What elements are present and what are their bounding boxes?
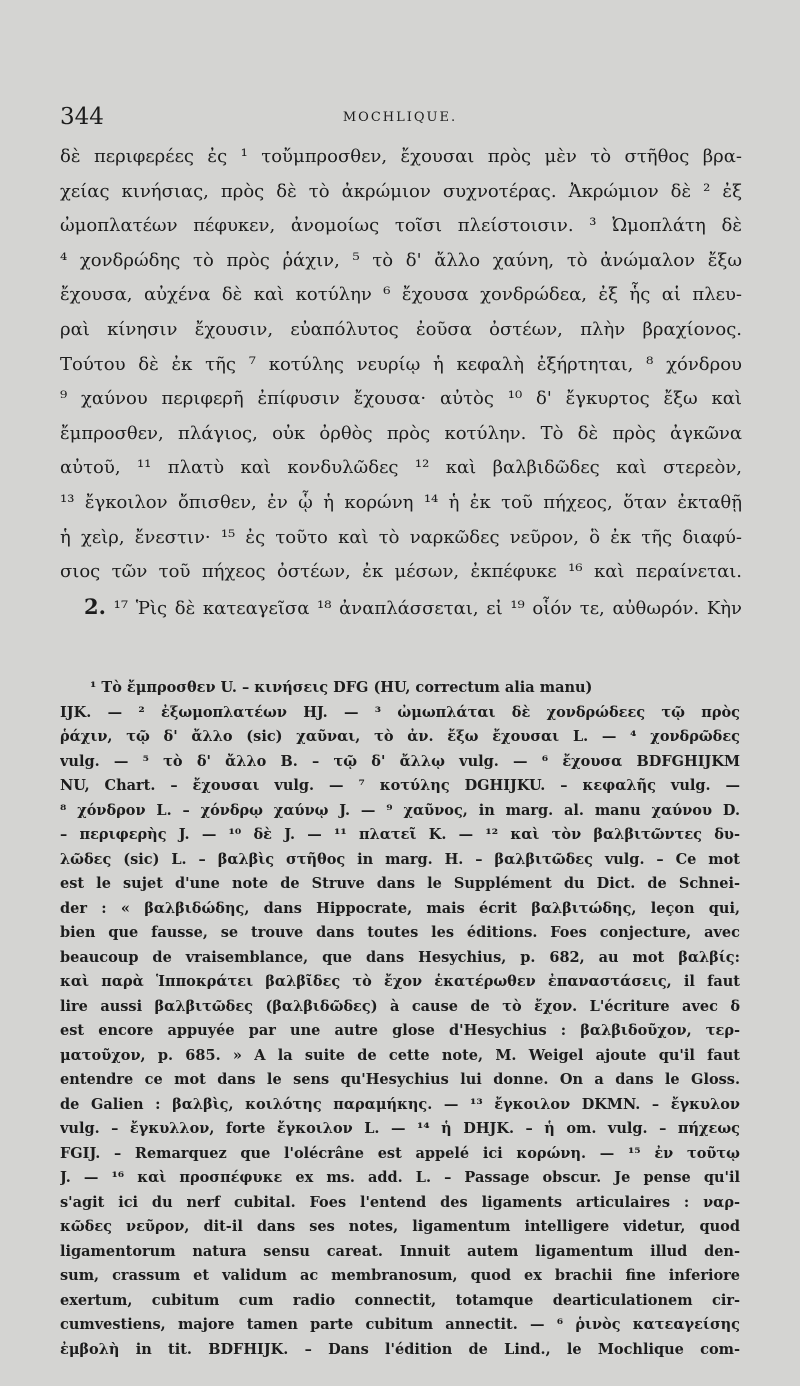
page-header <box>60 104 740 134</box>
text-line-section-start <box>60 590 742 625</box>
footnote-line: ligamentorum natura sensu careat. Innuit autem ligamentum illud den- <box>60 1242 740 1260</box>
text-line: ἔχουσα, αὐχένα δὲ καὶ κοτύλην ⁶ ἔχουσα χονδρώδεα, ἐξ ἧς αἱ πλευ- <box>60 284 742 306</box>
text-line: ⁴ χονδρώδης τὸ πρὸς ῥάχιν, ⁵ τὸ δ' ἄλλο χαύνη, τὸ ἀνώμαλον ἔξω <box>60 249 742 271</box>
footnote-line: lire aussi βαλβιτῶδες (βαλβιδῶδες) à cause de τὸ ἔχον. L'écriture avec δ <box>60 997 740 1015</box>
page-number: 344 <box>60 104 104 130</box>
text-line: ὠμοπλατέων πέφυκεν, ἀνομοίως τοῖσι πλείστοισιν. ³ Ὠμοπλάτη δὲ <box>60 215 742 237</box>
footnote-line: beaucoup de vraisemblance, que dans Hesychius, p. 682, au mot βαλβίς: <box>60 948 740 966</box>
text-line: ἔμπροσθεν, πλάγιος, οὐκ ὀρθὸς πρὸς κοτύλην. Τὸ δὲ πρὸς ἀγκῶνα <box>60 422 742 444</box>
text-line: ἡ χεὶρ, ἔνεστιν· ¹⁵ ἐς τοῦτο καὶ τὸ ναρκῶδες νεῦρον, ὃ ἐκ τῆς διαφύ- <box>60 526 742 548</box>
footnote-line: est encore appuyée par une autre glose d'Hesychius : βαλβιδοῦχον, τερ- <box>60 1022 740 1039</box>
footnote-line: ματοῦχον, p. 685. » A la suite de cette note, M. Weigel ajoute qu'il faut <box>60 1046 740 1064</box>
footnote-line: sum, crassum et validum ac membranosum, quod ex brachii fine inferiore <box>60 1267 740 1284</box>
footnote-line: vulg. — ⁵ τὸ δ' ἄλλο B. – τῷ δ' ἄλλῳ vulg. — ⁶ ἔχουσα BDFGHIJKM <box>60 752 740 770</box>
main-greek-text <box>60 140 742 624</box>
footnote-line: λῶδες (sic) L. – βαλβὶς στῆθος in marg. H. – βαλβιτῶδες vulg. – Ce mot <box>60 850 740 868</box>
footnote-line: J. — ¹⁶ καὶ προσπέφυκε ex ms. add. L. – Passage obscur. Je pense qu'il <box>60 1169 740 1186</box>
footnote-line: der : « βαλβιδώδης, dans Hippocrate, mais écrit βαλβιτώδης, leçon qui, <box>60 899 740 917</box>
footnote-line: ἐμβολὴ in tit. BDFHIJK. – Dans l'édition de Lind., le Mochlique com- <box>60 1340 740 1358</box>
footnote-line: IJK. — ² ἐξωμοπλατέων HJ. — ³ ὠμωπλάται δὲ χονδρώδεες τῷ πρὸς <box>60 703 740 721</box>
running-title: MOCHLIQUE. <box>342 110 458 125</box>
footnote-line: est le sujet d'une note de Struve dans le Supplément du Dict. de Schnei- <box>60 875 740 892</box>
text-line: ραὶ κίνησιν ἔχουσιν, εὐαπόλυτος ἐοῦσα ὀστέων, πλὴν βραχίονος. <box>60 318 742 340</box>
footnote-line: FGIJ. – Remarquez que l'olécrâne est appelé ici κορώνη. — ¹⁵ ἐν τοῦτῳ <box>60 1144 740 1162</box>
footnote-line: exertum, cubitum cum radio connectit, totamque dearticulationem cir- <box>60 1291 740 1309</box>
text-line: Τούτου δὲ ἐκ τῆς ⁷ κοτύλης νευρίῳ ἡ κεφαλὴ ἐξήρτηται, ⁸ χόνδρου <box>60 353 742 375</box>
footnote-line: cumvestiens, majore tamen parte cubitum annectit. — ⁶ ῥινὸς κατεαγείσης <box>60 1316 740 1333</box>
text-line: ⁹ χαύνου περιφερῆ ἐπίφυσιν ἔχουσα· αὐτὸς ¹⁰ δ' ἔγκυρτος ἔξω καὶ <box>60 388 742 410</box>
footnote-line: entendre ce mot dans le sens qu'Hesychius lui donne. On a dans le Gloss. <box>60 1071 740 1088</box>
footnote-line: s'agit ici du nerf cubital. Foes l'entend des ligaments articulaires : ναρ- <box>60 1193 740 1211</box>
text-line: ¹³ ἔγκοιλον ὄπισθεν, ἐν ᾧ ἡ κορώνη ¹⁴ ἡ ἐκ τοῦ πήχεος, ὅταν ἐκταθῇ <box>60 491 742 513</box>
footnote-line: κῶδες νεῦρον, dit-il dans ses notes, ligamentum intelligere videtur, quod <box>60 1218 740 1235</box>
text-line: αὐτοῦ, ¹¹ πλατὺ καὶ κονδυλῶδες ¹² καὶ βαλβιδῶδες καὶ στερεὸν, <box>60 457 742 479</box>
text-line: χείας κινήσιας, πρὸς δὲ τὸ ἀκρώμιον συχνοτέρας. Ἀκρώμιον δὲ ² ἐξ <box>60 180 742 202</box>
footnotes <box>60 676 740 1362</box>
footnote-line: ⁸ χόνδρον L. – χόνδρῳ χαύνῳ J. — ⁹ χαῦνος, in marg. al. manu χαύνου D. <box>60 801 740 819</box>
footnote-line: vulg. – ἔγκυλλον, forte ἔγκοιλον L. — ¹⁴ ἡ DHJK. – ἡ om. vulg. – πήχεως <box>60 1120 740 1137</box>
text-line: δὲ περιφερέες ἐς ¹ τοὔμπροσθεν, ἔχουσαι πρὸς μὲν τὸ στῆθος βρα- <box>60 146 742 167</box>
footnote-line: καὶ παρὰ Ἱπποκράτει βαλβῖδες τὸ ἔχον ἑκατέρωθεν ἐπαναστάσεις, il faut <box>60 973 740 990</box>
footnote-line: bien que fausse, se trouve dans toutes les éditions. Foes conjecture, avec <box>60 924 740 941</box>
section-text: ¹⁷ Ῥὶς δὲ κατεαγεῖσα ¹⁸ ἀναπλάσσεται, εἰ ¹⁹ οἷόν τε, αὐθωρόν. Κὴν <box>113 597 742 619</box>
footnote-line: de Galien : βαλβὶς, κοιλότης παραμήκης. — ¹³ ἔγκοιλον DKMN. – ἔγκυλον <box>60 1095 740 1113</box>
footnote-line: ῥάχιν, τῷ δ' ἄλλο (sic) χαῦναι, τὸ ἀν. ἔξω ἔχουσαι L. — ⁴ χονδρῶδες <box>60 728 740 745</box>
footnote-line: NU, Chart. – ἔχουσαι vulg. — ⁷ κοτύλης DGHIJKU. – κεφαλῆς vulg. — <box>60 777 740 794</box>
section-number: 2. <box>84 593 106 619</box>
footnote-line: ¹ Τὸ ἔμπροσθεν U. – κινήσεις DFG (HU, correctum alia manu) <box>90 679 593 696</box>
text-line: σιος τῶν τοῦ πήχεος ὀστέων, ἐκ μέσων, ἐκπέφυκε ¹⁶ καὶ περαίνεται. <box>60 561 742 583</box>
footnote-line: – περιφερὴς J. — ¹⁰ δὲ J. — ¹¹ πλατεῖ K. — ¹² καὶ τὸν βαλβιτῶντες δυ- <box>60 826 740 843</box>
